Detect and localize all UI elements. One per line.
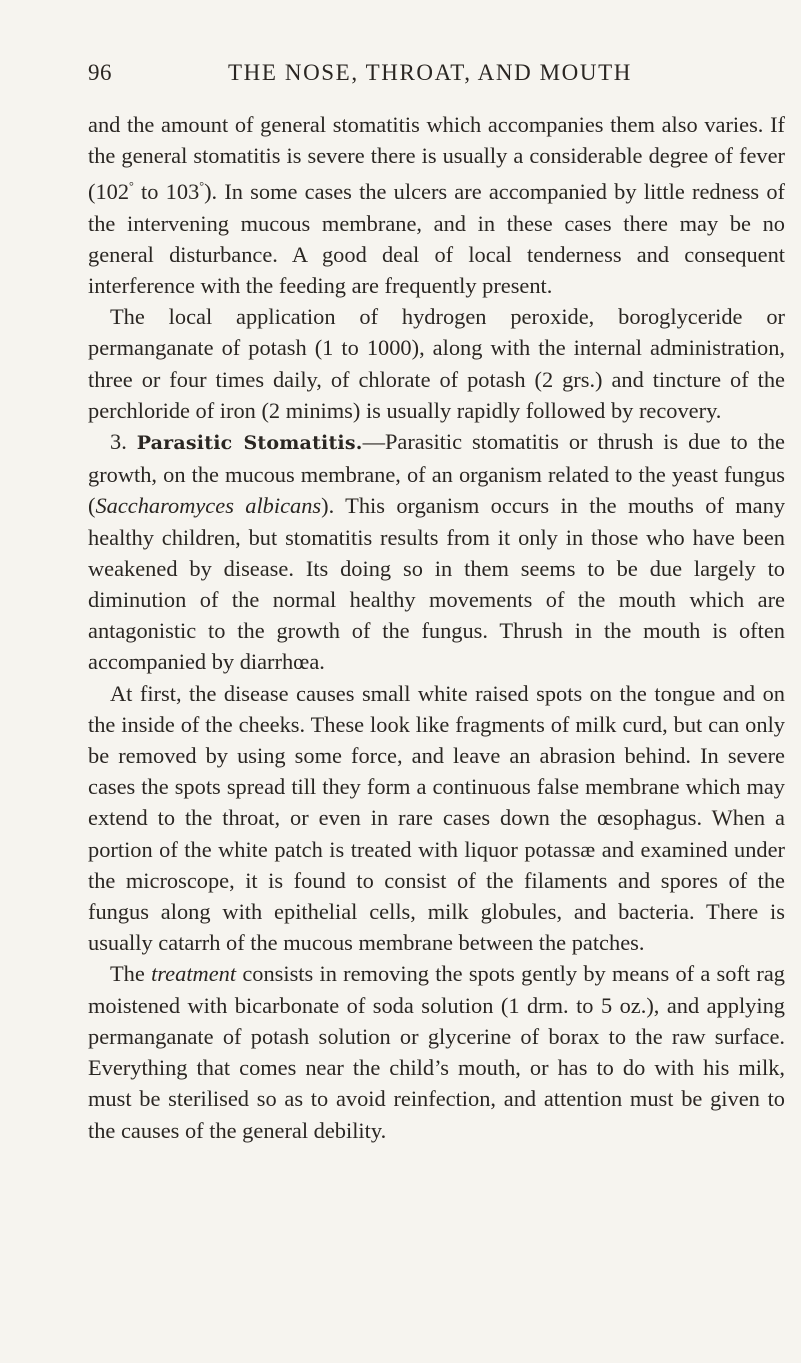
text-run: to 103	[133, 179, 200, 205]
text-run: ). This organism occurs in the mouths of many healthy children, but stomatitis results from it only in those who have been weakened by disease. Its doing so in them seems to be due largely to diminution of the normal healthy movements of the mouth which are antagonistic to the growth of the fungus. Thrush in the mouth is often accompanied by diarrhœa.	[88, 493, 786, 675]
running-head: THE NOSE, THROAT, AND MOUTH	[228, 60, 632, 85]
page-header	[88, 60, 788, 92]
text-run: The	[110, 961, 152, 987]
emphasis-treatment: treatment	[151, 961, 237, 987]
text-run: ). In some cases the ulcers are accompanied by little redness of the intervening mucous membrane, and in these cases there may be no general disturbance. A good deal of local tenderness and consequent interference with the feeding are frequently present.	[88, 179, 785, 299]
text-run: consists in removing the spots gently by means of a soft rag moistened with bicarbonate of soda solution (1 drm. to 5 oz.), and applying permanganate of potash solution or glycerine of borax to the raw surface. Everything that comes near the child’s mouth, or has to do with his milk, must be sterilised so as to avoid reinfection, and attention must be given to the causes of the general debility.	[88, 961, 785, 1143]
paragraph-local-application: The local application of hydrogen peroxide, boroglyceride or permanganate of potash (1 to 1000), along with the internal administration, three or four times daily, of chlorate of potash (2 grs.) and tincture of the perchloride of iron (2 minims) is usually rapidly followed by recovery.	[88, 304, 785, 423]
paragraph-disease-course: At first, the disease causes small white raised spots on the tongue and on the inside of the cheeks. These look like fragments of milk curd, but can only be removed by using some force, and leave an abrasion behind. In severe cases the spots spread till they form a continuous false membrane which may extend to the throat, or even in rare cases down the œsophagus. When a portion of the white patch is treated with liquor potassæ and examined under the microscope, it is found to consist of the filaments and spores of the fungus along with epithelial cells, milk globules, and bacteria. There is usually catarrh of the mucous membrane between the patches.	[88, 680, 785, 956]
section-heading: Parasitic Stomatitis.	[136, 432, 363, 455]
species-name: Saccharomyces albicans	[95, 493, 322, 519]
text-run: —Parasitic stomatitis or thrush is due to the growth, on the mucous membrane, of an organism related to the yeast fungus (	[88, 429, 785, 519]
page-number: 96	[88, 60, 112, 85]
paragraph-parasitic-stomatitis	[88, 426, 785, 678]
section-number: 3.	[110, 429, 137, 455]
degree-symbol: °	[129, 179, 134, 194]
degree-symbol: °	[199, 179, 205, 194]
paragraph-treatment	[88, 958, 785, 1145]
text-run: and the amount of general stomatitis which accompanies them also varies. If the general stomatitis is severe there is usually a considerable degree of fever (102	[88, 112, 785, 205]
text-body	[88, 109, 785, 1146]
paragraph-stomatitis-continued	[88, 109, 785, 301]
